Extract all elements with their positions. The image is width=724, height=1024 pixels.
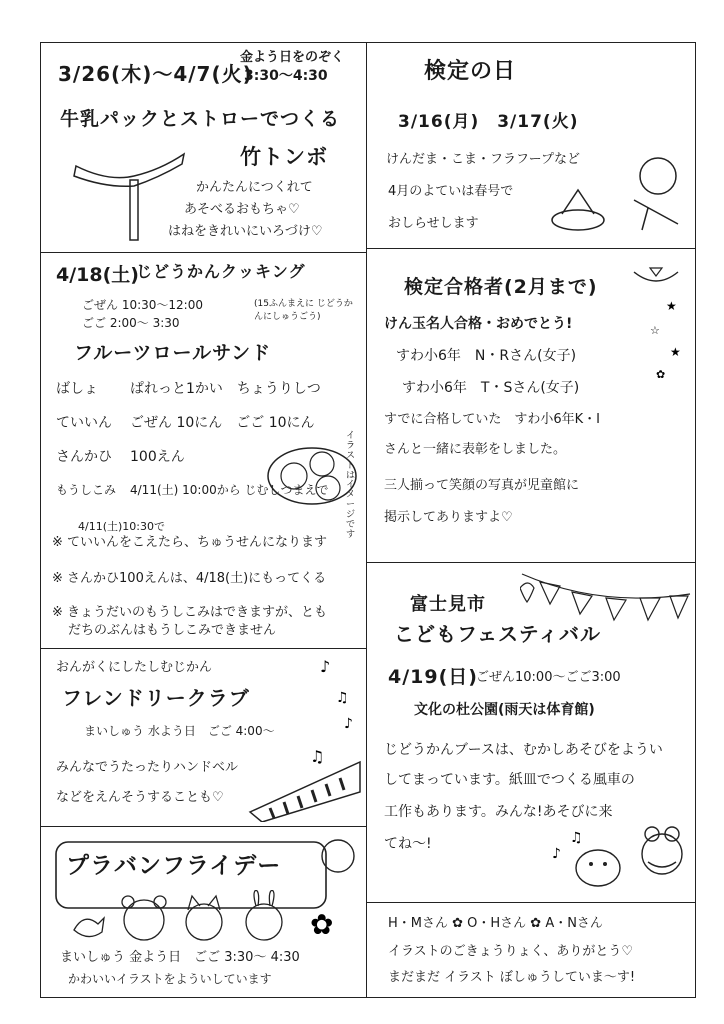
thanks-line1: H・Mさん ✿ O・Hさん ✿ A・Nさん (388, 916, 603, 931)
cooking-gather: (15ふんまえに じどうかんにしゅうごう) (254, 299, 353, 322)
fujimi-place: 文化の杜公園(雨天は体育館) (414, 702, 595, 718)
goukaku-line2: すわ小6年 N・Rさん(女子) (396, 348, 577, 364)
goukaku-line6: 三人揃って笑顔の写真が児童館に (384, 478, 580, 493)
svg-text:✿: ✿ (310, 908, 334, 941)
cooking-date: 4/18(土) (56, 264, 139, 286)
friday-title: プラバンフライデー (66, 853, 282, 879)
taketonbo-desc1: かんたんにつくれて (196, 180, 313, 195)
svg-text:♫: ♫ (310, 747, 325, 766)
cooking-note-2: ※ さんかひ100えんは、4/18(土)にもってくる (52, 571, 327, 586)
cooking-row-apply: もうしこみ 4/11(土) 10:00から じむしつまえで (56, 482, 329, 497)
section-kentei (370, 46, 692, 246)
svg-text:★: ★ (670, 345, 681, 359)
fujimi-body1: じどうかんブースは、むかしあそびをようい (384, 742, 663, 758)
divider-5 (366, 562, 696, 563)
cooking-illust-credit: イラストはイメージです (346, 431, 356, 540)
divider-3 (40, 826, 366, 827)
taketonbo-desc2: あそべるおもちゃ♡ (184, 202, 300, 217)
kentei-dates: 3/16(月) 3/17(火) (398, 112, 579, 132)
kendama-koma-illustration (538, 150, 688, 242)
goukaku-line5: さんと一緒に表彰をしました。 (384, 442, 567, 457)
taketonbo-dates: 3/26(木)〜4/7(火) (58, 62, 253, 86)
friday-schedule: まいしゅう 金よう日 ごご 3:30〜 4:30 (60, 950, 300, 965)
kentei-items: けんだま・こま・フラフープなど (386, 152, 580, 167)
cooking-menu: フルーツロールサンド (74, 342, 272, 364)
kentei-line2: 4月のよていは春号で (388, 184, 514, 199)
svg-text:✿: ✿ (656, 368, 666, 381)
goukaku-line3: すわ小6年 T・Sさん(女子) (402, 380, 580, 396)
animals-illustration (536, 818, 692, 898)
svg-text:♪: ♪ (552, 846, 561, 862)
fujimi-body4: てね〜! (384, 836, 432, 852)
fujimi-title1: 富士見市 (410, 594, 486, 615)
goukaku-line7: 掲示してありますよ♡ (384, 510, 513, 525)
fujimi-time: ごぜん10:00〜ごご3:00 (476, 670, 621, 685)
cooking-note-4: だちのぶんはもうしこみできません (68, 623, 277, 638)
cooking-title: じどうかんクッキング (136, 262, 306, 281)
taketonbo-desc3: はねをきれいにいろづけ♡ (168, 224, 323, 239)
friday-desc: かわいいイラストをよういしています (68, 972, 272, 986)
section-fujimi (370, 566, 692, 900)
taketonbo-title1: 牛乳パックとストローでつくる (60, 108, 341, 130)
taketonbo-title2: 竹トンボ (240, 145, 328, 169)
svg-text:♫: ♫ (570, 830, 583, 846)
section-friendly (44, 652, 362, 824)
svg-text:★: ★ (666, 299, 677, 313)
section-friday (44, 830, 362, 994)
section-thanks (370, 906, 692, 994)
svg-text:♫: ♫ (336, 690, 349, 706)
svg-text:♪: ♪ (344, 716, 353, 732)
svg-text:☆: ☆ (650, 324, 660, 337)
cooking-note-1: ※ ていいんをこえたら、ちゅうせんになります (52, 535, 328, 550)
friendly-title: フレンドリークラブ (62, 686, 250, 710)
kentei-line3: おしらせします (388, 216, 479, 231)
kentei-title: 検定の日 (424, 59, 517, 84)
animal-faces-illustration (64, 890, 354, 946)
section-taketonbo (44, 46, 362, 250)
friendly-desc2: などをえんそうすることも♡ (56, 790, 224, 805)
column-divider (366, 42, 367, 998)
taketonbo-exception: 金よう日をのぞく (240, 50, 345, 65)
friendly-lead: おんがくにしたしむじかん (56, 660, 213, 675)
cooking-note-time: 4/11(土)10:30で (78, 520, 165, 533)
taketonbo-time: 3:30〜4:30 (244, 68, 328, 84)
section-goukaku (370, 252, 692, 560)
goukaku-line1: けん玉名人合格・おめでとう! (384, 316, 573, 332)
cooking-note-3: ※ きょうだいのもうしこみはできますが、とも (52, 605, 328, 620)
divider-1 (40, 252, 366, 253)
ribbon-stars-icon (626, 260, 692, 390)
cooking-row-capacity: ていいん ごぜん 10にん ごご 10にん (56, 415, 315, 432)
svg-text:♪: ♪ (320, 657, 331, 676)
fujimi-body2: してまっています。紙皿でつくる風車の (384, 772, 635, 788)
divider-2 (40, 648, 366, 649)
friendly-desc1: みんなでうたったりハンドベル (56, 760, 239, 775)
goukaku-title: 検定合格者(2月まで) (404, 276, 598, 298)
thanks-line3: まだまだ イラスト ぼしゅうしていま〜す! (388, 970, 636, 985)
thanks-line2: イラストのごきょうりょく、ありがとう♡ (388, 944, 634, 959)
divider-4 (366, 248, 696, 249)
cooking-am: ごぜん 10:30〜12:00 (82, 298, 203, 312)
cooking-row-place: ばしょ ぱれっと1かい ちょうりしつ (56, 381, 321, 397)
cooking-pm: ごご 2:00〜 3:30 (82, 316, 180, 330)
fujimi-date: 4/19(日) (388, 666, 478, 688)
divider-6 (366, 902, 696, 903)
friendly-schedule: まいしゅう 水よう日 ごご 4:00〜 (84, 724, 275, 738)
section-cooking (44, 256, 362, 646)
fujimi-body3: 工作もあります。みんな!あそびに来 (384, 804, 613, 820)
cooking-row-fee: さんかひ 100えん (56, 449, 185, 466)
goukaku-line4: すでに合格していた すわ小6年K・I (384, 412, 601, 427)
piano-notes-illustration (240, 652, 362, 822)
fujimi-title2: こどもフェスティバル (394, 622, 601, 646)
